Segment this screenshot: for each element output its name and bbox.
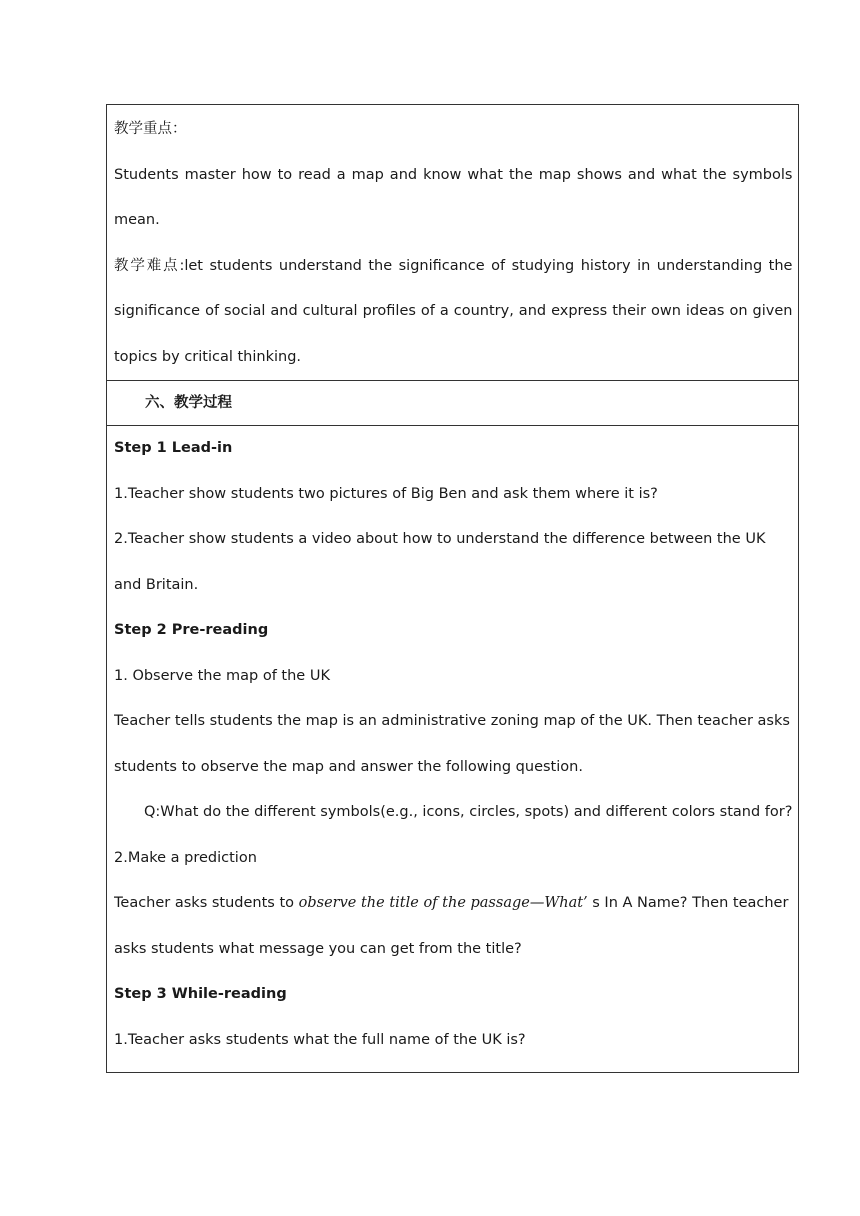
step1-title: Step 1 Lead-in bbox=[114, 440, 233, 456]
teaching-process-cell bbox=[107, 426, 799, 1073]
key-points-text: Students master how to read a map and know what the map shows and what the symbols bbox=[114, 166, 793, 183]
difficulties-text-continued: significance of social and cultural profiles of a country, and express their own ideas on given bbox=[114, 303, 793, 319]
step3-item1: 1.Teacher asks students what the full name of the UK is? bbox=[114, 1031, 526, 1048]
table-row bbox=[107, 105, 799, 381]
step2-item1-desc-end: students to observe the map and answer the following question. bbox=[114, 758, 583, 775]
step2-item2-desc-suffix: s In A Name? Then teacher bbox=[587, 895, 789, 911]
teaching-focus-cell bbox=[107, 105, 799, 381]
step1-item2-end: and Britain. bbox=[114, 576, 199, 593]
step2-title: Step 2 Pre-reading bbox=[114, 622, 269, 638]
step2-item2: 2.Make a prediction bbox=[114, 849, 257, 866]
step3-title: Step 3 While-reading bbox=[114, 986, 287, 1002]
step2-item2-desc-end: asks students what message you can get from the title? bbox=[114, 940, 522, 957]
difficulties-text-end: topics by critical thinking. bbox=[114, 348, 302, 365]
table-row bbox=[107, 381, 799, 426]
step2-question: Q:What do the different symbols(e.g., icons, circles, spots) and different colors stand for? bbox=[144, 804, 793, 820]
key-points-label: 教学重点： bbox=[114, 121, 187, 137]
section-heading-cell bbox=[107, 381, 799, 426]
lesson-plan-table bbox=[106, 104, 799, 1073]
step2-item1-desc: Teacher tells students the map is an administrative zoning map of the UK. Then teacher asks bbox=[114, 713, 790, 729]
step2-item1: 1. Observe the map of the UK bbox=[114, 667, 330, 684]
step1-item2: 2.Teacher show students a video about how to understand the difference between the UK bbox=[114, 531, 766, 547]
passage-title-emphasis: observe the title of the passage—What’ bbox=[298, 895, 588, 911]
step2-item2-desc-prefix: Teacher asks students to bbox=[114, 895, 299, 911]
step1-item1: 1.Teacher show students two pictures of Big Ben and ask them where it is? bbox=[114, 485, 658, 502]
difficulties-text: 教学难点:let students understand the significance of studying history in understanding the bbox=[114, 257, 793, 274]
step2-item2-desc bbox=[114, 881, 792, 927]
table-row bbox=[107, 426, 799, 1073]
key-points-text-end: mean. bbox=[114, 212, 160, 228]
section-title: 六、教学过程 bbox=[145, 395, 232, 411]
